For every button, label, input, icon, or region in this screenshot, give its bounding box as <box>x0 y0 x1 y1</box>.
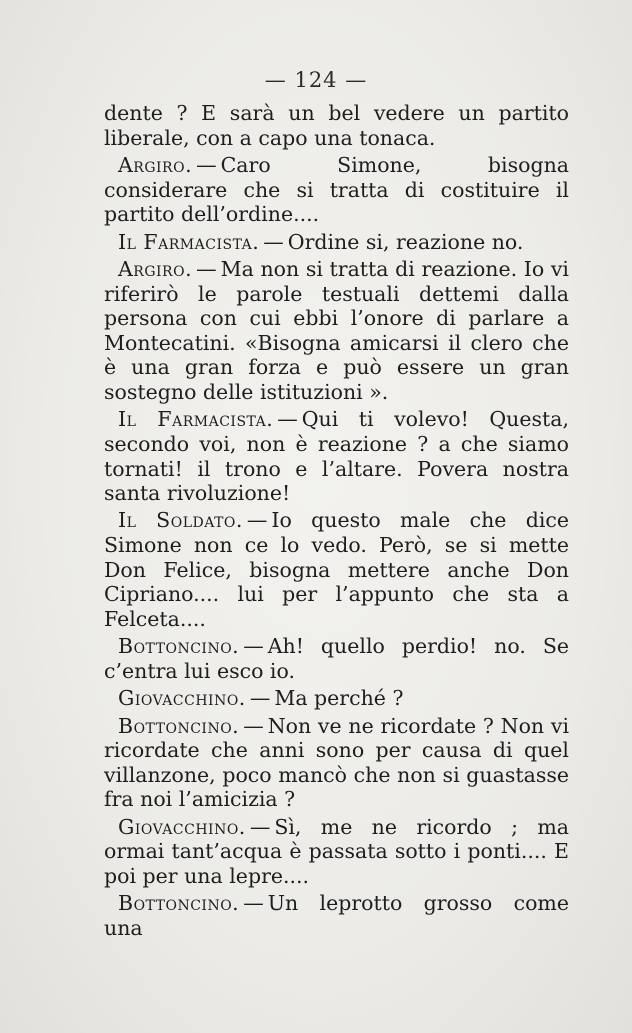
speaker-name: Bottoncino. <box>118 634 240 659</box>
dialogue-dash: — <box>196 256 217 281</box>
paragraph-text: Io questo male che dice Simone non ce lo vedo. Però, se si mette Don Felice, bisogna mettere anche Don Cipriano.... lui per l’appunto che sta a Felceta.... <box>104 508 569 631</box>
speaker-name: Il Farmacista. <box>118 407 274 432</box>
dialogue-paragraph <box>104 891 569 940</box>
paragraph-text: Non ve ne ricordate ? Non vi ricordate che anni sono per causa di quel villanzone, poco mancò che non si guastasse fra noi l’amicizia ? <box>104 713 569 812</box>
dialogue-paragraph <box>104 407 569 505</box>
paragraph-text: Qui ti volevo! Questa, secondo voi, non è reazione ? a che siamo tornati! il trono e l’altare. Povera nostra santa rivoluzione! <box>104 407 569 506</box>
dialogue-dash: — <box>277 407 298 432</box>
dialogue-paragraph <box>104 634 569 683</box>
dialogue-dash: — <box>249 814 271 839</box>
speaker-name: Il Farmacista. <box>118 229 260 254</box>
dialogue-paragraph <box>104 815 569 889</box>
paragraph-text: Un leprotto grosso come una <box>104 891 569 940</box>
dialogue-paragraph <box>104 714 569 812</box>
dialogue-dash: — <box>249 686 271 711</box>
dialogue-paragraph <box>104 508 569 631</box>
text-body <box>104 101 569 943</box>
paragraph-text: Ma non si tratta di reazione. Io vi riferirò le parole testuali dettemi dalla persona con cui ebbi l’onore di parlare a Montecatini. «Bisogna amicarsi il clero che è una gran forza e può essere un gran sostegno delle istituzioni ». <box>104 256 569 404</box>
dialogue-paragraph <box>104 230 569 255</box>
page-number: — 124 — <box>264 68 368 92</box>
dialogue-dash: — <box>243 891 264 916</box>
paragraph-text: Ma perché ? <box>274 686 404 711</box>
dialogue-dash: — <box>196 152 217 177</box>
dialogue-dash: — <box>243 634 264 659</box>
dialogue-dash: — <box>246 508 268 533</box>
dialogue-paragraph <box>104 257 569 405</box>
paragraph-continuation <box>104 101 569 150</box>
speaker-name: Giovacchino. <box>118 686 246 711</box>
dialogue-dash: — <box>243 713 264 738</box>
paragraph-text: dente ? E sarà un bel vedere un partito liberale, con a capo una tonaca. <box>104 101 569 150</box>
speaker-name: Giovacchino. <box>118 814 246 839</box>
speaker-name: Bottoncino. <box>118 713 240 738</box>
dialogue-paragraph <box>104 153 569 227</box>
paragraph-text: Ordine si, reazione no. <box>287 229 524 254</box>
paragraph-text: Caro Simone, bisogna considerare che si tratta di costituire il partito dell’ordine.... <box>104 152 569 227</box>
speaker-name: Argiro. <box>118 152 193 177</box>
speaker-name: Bottoncino. <box>118 891 240 916</box>
paragraph-text: Ah! quello perdio! no. Se c’entra lui esco io. <box>104 634 569 683</box>
dialogue-paragraph <box>104 686 569 711</box>
speaker-name: Argiro. <box>118 256 193 281</box>
speaker-name: Il Soldato. <box>118 508 243 533</box>
paragraph-text: Sì, me ne ricordo ; ma ormai tant’acqua è passata sotto i ponti.... E poi per una lepre.... <box>104 814 569 888</box>
dialogue-dash: — <box>263 229 284 254</box>
